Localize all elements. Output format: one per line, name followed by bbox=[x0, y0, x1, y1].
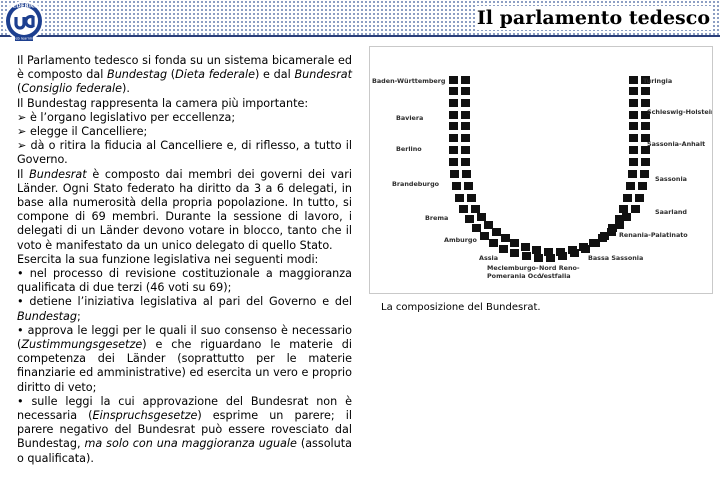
list-item: • sulle leggi la cui approvazione del Bundesrat non è necessaria (Einspruchsgesetze) esprime un parere; il parere negativo del Bundesrat può essere rovesciato dal Bundestag, ma solo con una maggioranza uguale (assoluta o qualificata). bbox=[17, 394, 352, 465]
label-sassonia: Sassonia bbox=[655, 175, 687, 183]
label-schleswig: Schleswig-Holstein bbox=[647, 108, 712, 116]
paragraph-functions: Esercita la sua funzione legislativa nei seguenti modi: bbox=[17, 252, 319, 266]
label-brema: Brema bbox=[425, 214, 449, 222]
label-sassonia-anhalt: Sassonia-Anhalt bbox=[647, 140, 706, 148]
body-text bbox=[17, 54, 352, 466]
figure-caption: La composizione del Bundesrat. bbox=[381, 302, 541, 313]
bullet-item: ➢ elegge il Cancelliere; bbox=[17, 125, 148, 139]
logo-subtext: web learning bbox=[12, 36, 36, 41]
bullet-item: ➢ dà o ritira la fiducia al Cancelliere e, di riflesso, a tutto il Governo. bbox=[17, 139, 352, 167]
bullet-item: ➢ è l’organo legislativo per eccellenza; bbox=[17, 110, 236, 124]
label-renania: Renania-Palatinato bbox=[619, 231, 688, 239]
list-item: • detiene l’iniziativa legislativa al pari del Governo e del Bundestag; bbox=[17, 295, 352, 323]
label-brandeburgo: Brandeburgo bbox=[392, 180, 440, 188]
label-amburgo: Amburgo bbox=[444, 236, 477, 244]
label-nordreno-2: Vestfalia bbox=[539, 272, 571, 280]
label-turingia: Turingia bbox=[643, 77, 673, 85]
label-berlino: Berlino bbox=[396, 145, 422, 153]
list-item: • nel processo di revisione costituzionale a maggioranza qualificata di due terzi (46 voti su 69); bbox=[17, 267, 352, 295]
label-baviera: Baviera bbox=[396, 114, 424, 122]
paragraph-intro: Il Parlamento tedesco si fonda su un sistema bicamerale ed è composto dal Bundestag (Dieta federale) e dal Bundesrat (Consiglio federale). bbox=[17, 54, 352, 96]
label-meclemburgo-2: Pomerania Occ. bbox=[487, 272, 544, 280]
paragraph-bundestag: Il Bundestag rappresenta la camera più importante: bbox=[17, 96, 309, 110]
label-nordreno: Nord Reno- bbox=[539, 264, 580, 272]
page-title: Il parlamento tedesco bbox=[476, 7, 710, 29]
label-baden: Baden-Württemberg bbox=[372, 77, 446, 85]
label-saarland: Saarland bbox=[655, 208, 688, 216]
logo-text: FEDERICA bbox=[8, 3, 40, 10]
paragraph-bundesrat: Il Bundesrat è composto dai membri dei governi dei vari Länder. Ogni Stato federato ha diritto da 3 a 6 delegati, in base alla numerosità della propria popolazione. In tutto, si compone di 69 membri. Durante la sessione di lavoro, i delegati di un Länder devono votare in blocco, tanto che il voto è manifestato da un unico delegato di quello Stato. bbox=[17, 167, 352, 252]
header-divider bbox=[0, 35, 720, 37]
bundesrat-figure bbox=[369, 46, 713, 294]
bundesrat-seating-diagram bbox=[370, 47, 712, 293]
label-assia: Assia bbox=[479, 254, 499, 262]
label-meclemburgo: Meclemburgo- bbox=[487, 264, 539, 272]
list-item: • approva le leggi per le quali il suo consenso è necessario (Zustimmungsgesetze) e che riguardano le materie di competenza dei Länder (soprattutto per le materie finanziarie ed amministrative) ed esercita un vero e proprio diritto di veto; bbox=[17, 323, 352, 394]
federica-logo bbox=[2, 0, 46, 44]
label-bassa-sassonia: Bassa Sassonia bbox=[588, 254, 644, 262]
